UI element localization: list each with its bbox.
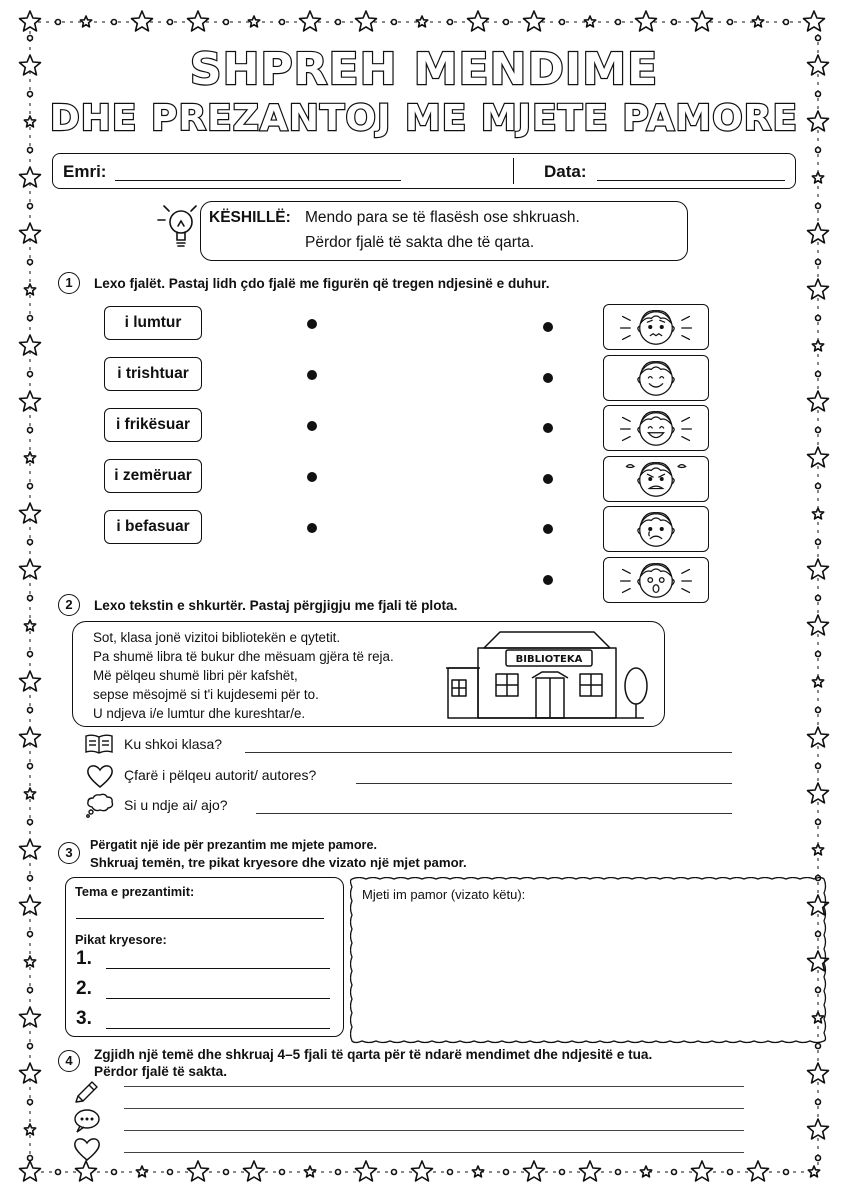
picture-match-dot[interactable] — [543, 373, 553, 383]
points-label: Pikat kryesore: — [75, 932, 167, 947]
picture-match-dot[interactable] — [543, 575, 553, 585]
writing-line-4[interactable] — [124, 1152, 744, 1153]
name-label: Emri: — [63, 162, 107, 181]
reading-line-4: sepse mësojmë si t'i kujdesemi për to. — [93, 687, 319, 702]
library-sign: BIBLIOTEKA — [515, 654, 583, 665]
heart-icon — [73, 1136, 101, 1162]
writing-line-1[interactable] — [124, 1086, 744, 1087]
name-field[interactable] — [115, 180, 401, 181]
exercise-4-instruction-2: Përdor fjalë të sakta. — [94, 1064, 227, 1079]
reading-line-2: Pa shumë libra të bukur dhe mësuam gjëra të reja. — [93, 649, 394, 664]
picture-match-dot[interactable] — [543, 474, 553, 484]
angry-face-icon — [604, 457, 708, 501]
point-line-3[interactable] — [106, 1028, 330, 1029]
point-line-1[interactable] — [106, 968, 330, 969]
tip-line-1: Mendo para se të flasësh ose shkruash. — [305, 209, 580, 226]
point-line-2[interactable] — [106, 998, 330, 999]
surprised-face-icon — [604, 558, 708, 602]
picture-match-dot[interactable] — [543, 423, 553, 433]
drawing-area[interactable] — [350, 877, 828, 1045]
drawing-area-label: Mjeti im pamor (vizato këtu): — [362, 887, 526, 902]
pencil-icon — [72, 1080, 100, 1106]
word-match-dot[interactable] — [307, 472, 317, 482]
emotion-picture[interactable] — [603, 557, 709, 603]
picture-match-dot[interactable] — [543, 322, 553, 332]
emotion-picture[interactable] — [603, 506, 709, 552]
answer-line-2[interactable] — [356, 783, 732, 784]
question-2: Çfarë i pëlqeu autorit/ autores? — [124, 767, 317, 783]
date-field[interactable] — [597, 180, 785, 181]
heart-icon — [86, 763, 114, 789]
name-date-box — [52, 153, 796, 189]
emotion-word[interactable]: i zemëruar — [104, 459, 202, 493]
tip-box — [200, 201, 688, 261]
happy-face-icon — [604, 356, 708, 400]
emotion-picture[interactable] — [603, 405, 709, 451]
worksheet-title: SHPREH MENDIME — [189, 44, 659, 95]
picture-match-dot[interactable] — [543, 524, 553, 534]
writing-line-2[interactable] — [124, 1108, 744, 1109]
presentation-plan-box — [65, 877, 344, 1037]
date-label: Data: — [544, 162, 587, 181]
sad-face-icon — [604, 507, 708, 551]
emotion-word[interactable]: i frikësuar — [104, 408, 202, 442]
reading-line-5: U ndjeva i/e lumtur dhe kureshtar/e. — [93, 706, 306, 721]
exercise-4-instruction-1: Zgjidh një temë dhe shkruaj 4–5 fjali të qarta për të ndarë mendimet dhe ndjesitë e tua. — [94, 1047, 653, 1062]
word-match-dot[interactable] — [307, 421, 317, 431]
emotion-picture[interactable] — [603, 355, 709, 401]
library-building-illustration — [444, 628, 660, 724]
word-match-dot[interactable] — [307, 319, 317, 329]
word-match-dot[interactable] — [307, 370, 317, 380]
writing-line-3[interactable] — [124, 1130, 744, 1131]
answer-line-3[interactable] — [256, 813, 732, 814]
worksheet-subtitle: DHE PREZANTOJ ME MJETE PAMORE — [49, 98, 799, 139]
exercise-3-instruction-1: Përgatit një ide për prezantim me mjete pamore. — [90, 838, 377, 852]
topic-label: Tema e prezantimit: — [75, 884, 195, 899]
worried-face-icon — [604, 305, 708, 349]
exercise-2-number: 2 — [58, 594, 80, 616]
thought-bubble-icon — [84, 793, 116, 819]
point-number-1: 1. — [76, 948, 92, 969]
point-number-2: 2. — [76, 978, 92, 999]
tip-label: KËSHILLË: — [209, 209, 291, 226]
emotion-word[interactable]: i lumtur — [104, 306, 202, 340]
tip-line-2: Përdor fjalë të sakta dhe të qarta. — [305, 234, 535, 251]
exercise-1-instruction: Lexo fjalët. Pastaj lidh çdo fjalë me figurën që tregen ndjesinë e duhur. — [94, 276, 550, 291]
topic-line[interactable] — [76, 918, 324, 919]
divider — [513, 158, 514, 184]
exercise-3-instruction-2: Shkruaj temën, tre pikat kryesore dhe vizato një mjet pamor. — [90, 855, 467, 870]
question-1: Ku shkoi klasa? — [124, 736, 223, 752]
emotion-word[interactable]: i befasuar — [104, 510, 202, 544]
exercise-1-number: 1 — [58, 272, 80, 294]
emotion-word[interactable]: i trishtuar — [104, 357, 202, 391]
point-number-3: 3. — [76, 1008, 92, 1029]
exercise-4-number: 4 — [58, 1050, 80, 1072]
answer-line-1[interactable] — [245, 752, 732, 753]
speech-bubble-icon — [72, 1108, 102, 1134]
exercise-2-instruction: Lexo tekstin e shkurtër. Pastaj përgjigju me fjali të plota. — [94, 598, 458, 613]
emotion-picture[interactable] — [603, 456, 709, 502]
exercise-3-number: 3 — [58, 842, 80, 864]
emotion-picture[interactable] — [603, 304, 709, 350]
lightbulb-icon — [154, 198, 206, 260]
question-3: Si u ndje ai/ ajo? — [124, 797, 228, 813]
book-icon — [84, 733, 114, 755]
reading-line-1: Sot, klasa jonë vizitoi bibliotekën e qytetit. — [93, 630, 341, 645]
reading-line-3: Më pëlqeu shumë libri për kafshët, — [93, 668, 298, 683]
word-match-dot[interactable] — [307, 523, 317, 533]
laughing-face-icon — [604, 406, 708, 450]
